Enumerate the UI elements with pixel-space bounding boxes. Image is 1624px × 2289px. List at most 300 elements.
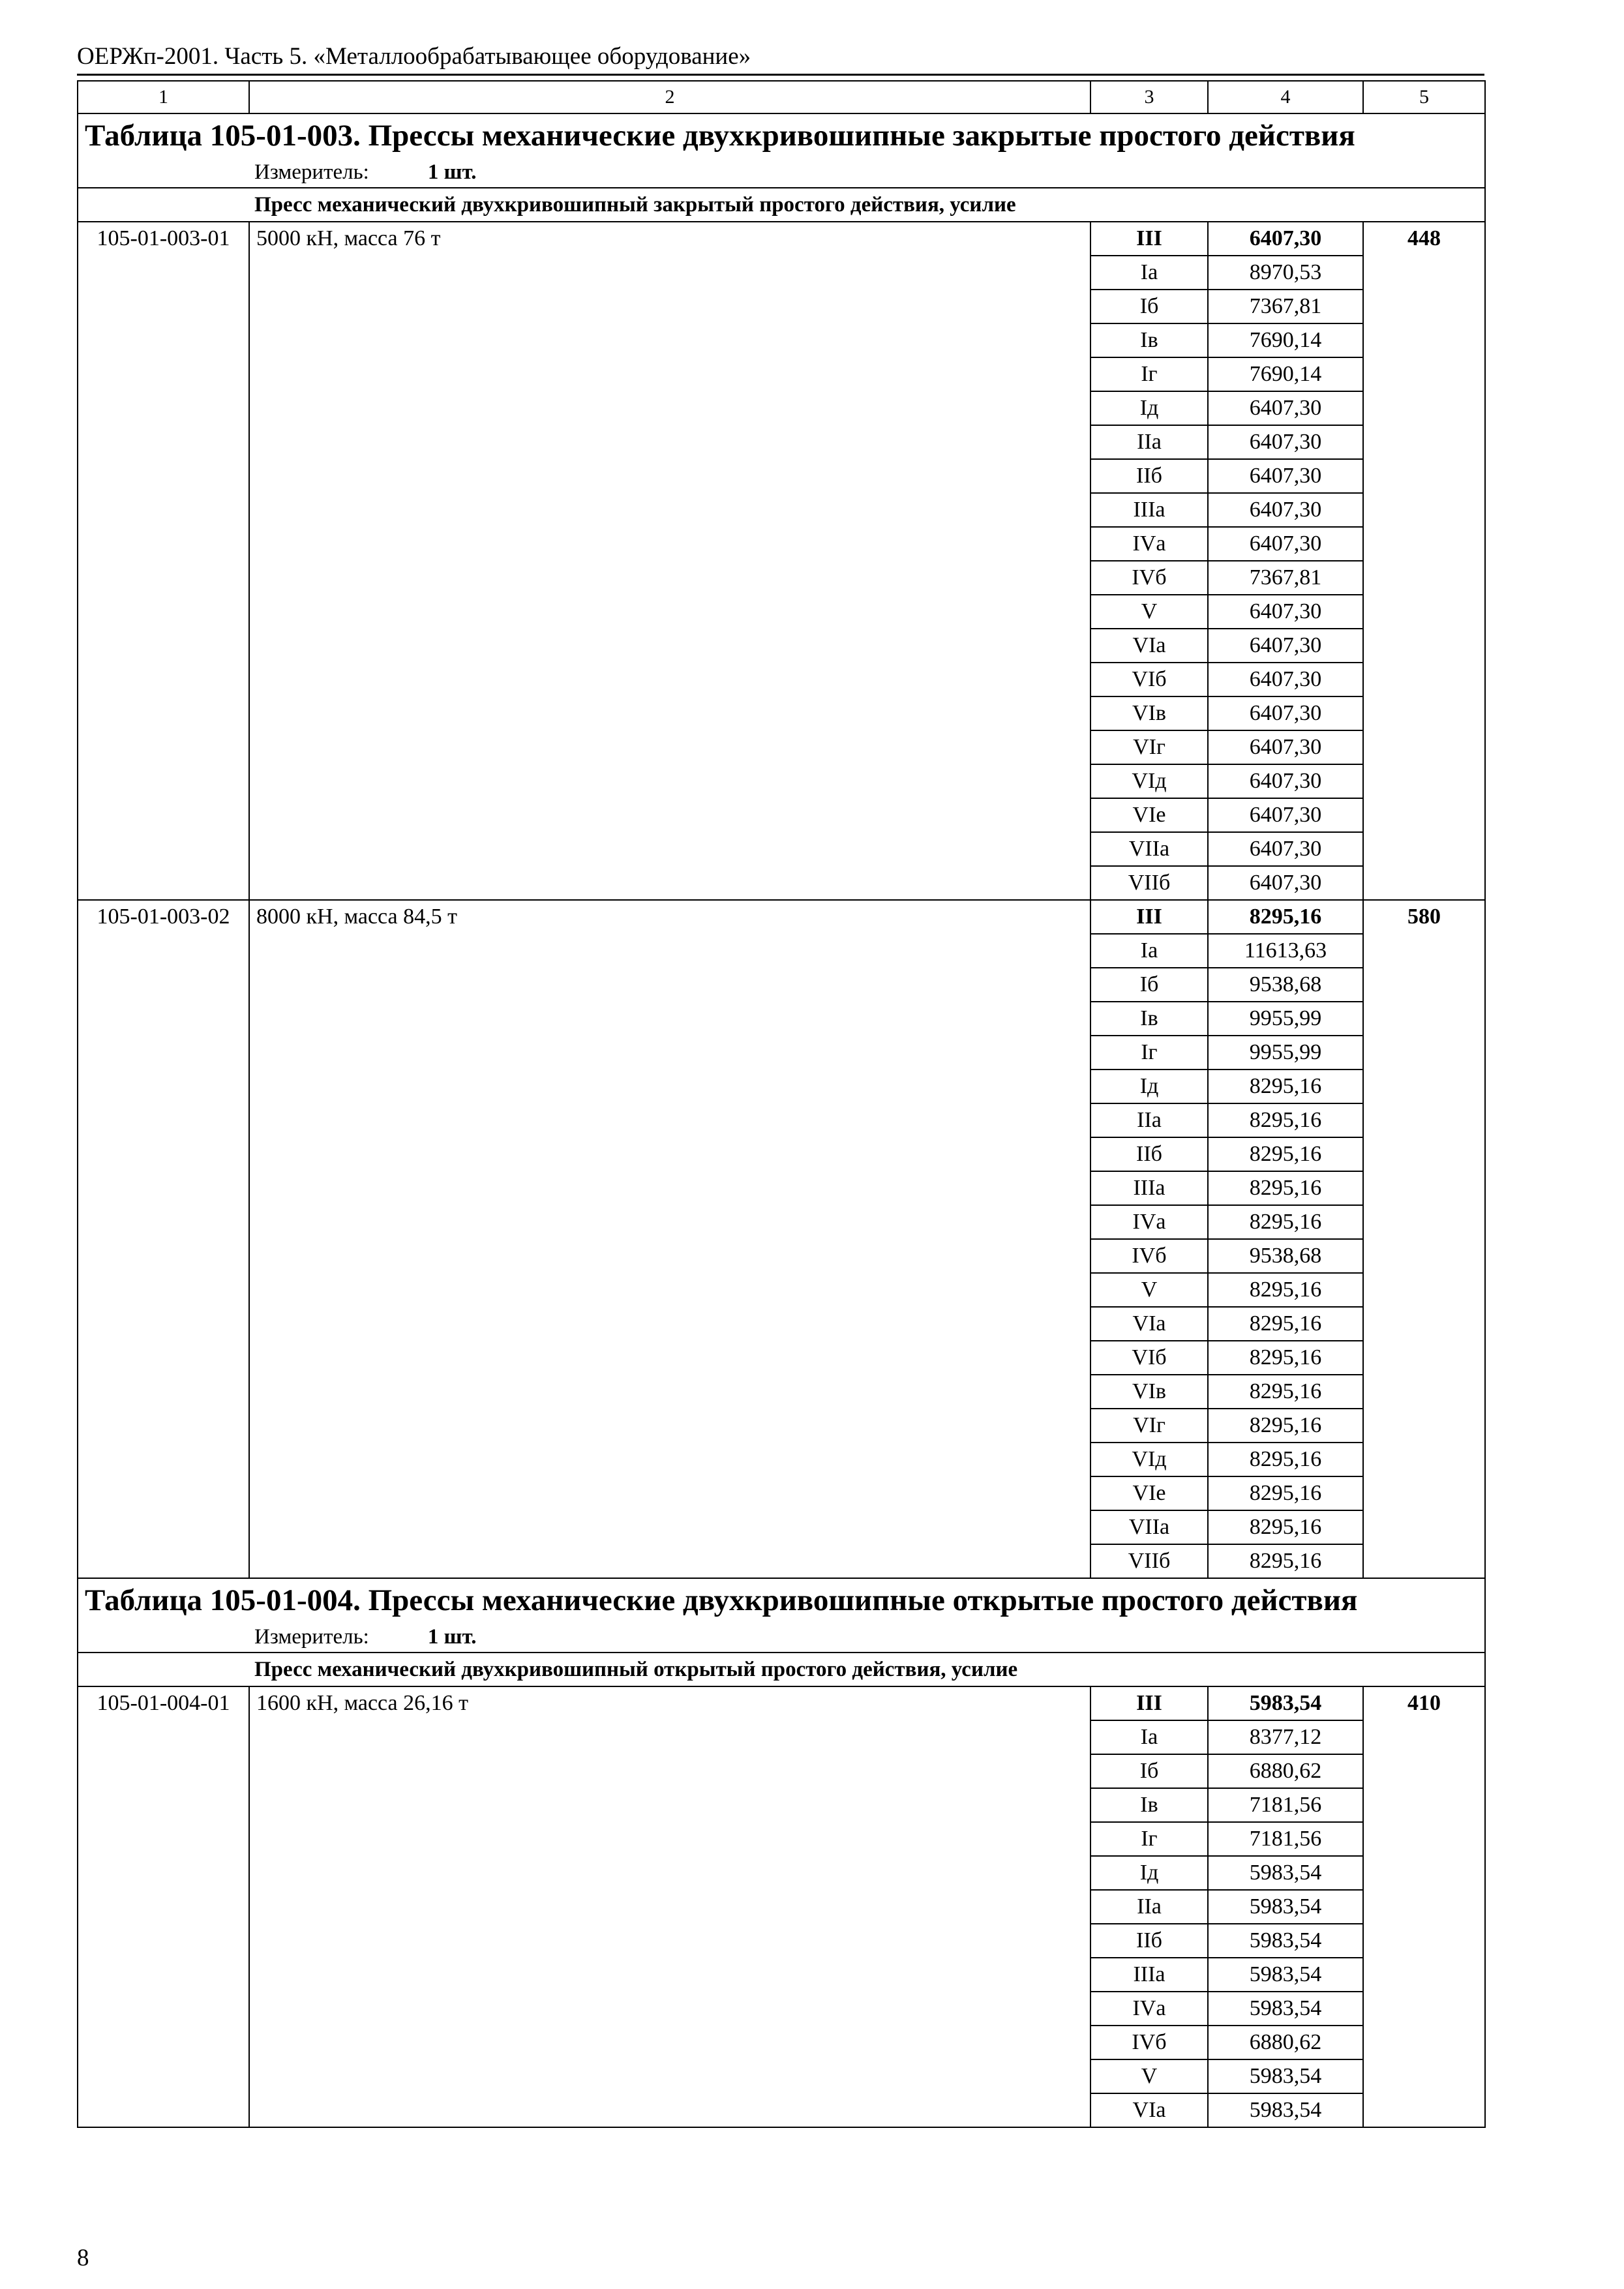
table-row	[78, 1036, 1485, 1070]
price-value: 8295,16	[1208, 1171, 1363, 1205]
labor-empty	[1363, 1992, 1485, 2026]
position-code-empty	[78, 1720, 249, 1754]
labor-empty	[1363, 798, 1485, 832]
price-value: 6407,30	[1208, 663, 1363, 696]
price-value: 8295,16	[1208, 1103, 1363, 1137]
price-value: 6880,62	[1208, 2026, 1363, 2059]
position-code-empty	[78, 561, 249, 595]
labor-empty	[1363, 1002, 1485, 1036]
position-code-empty	[78, 934, 249, 968]
position-code-empty	[78, 1273, 249, 1307]
table-row	[78, 290, 1485, 323]
table-row	[78, 1375, 1485, 1409]
table-row	[78, 2026, 1485, 2059]
table-row	[78, 561, 1485, 595]
measure-label: Измеритель:	[254, 160, 369, 184]
region-code: Iв	[1090, 1788, 1208, 1822]
position-code: 105-01-004-01	[78, 1686, 249, 1720]
position-description-empty	[249, 1137, 1090, 1171]
region-code: Iд	[1090, 391, 1208, 425]
position-code-empty	[78, 1788, 249, 1822]
region-code: IIа	[1090, 425, 1208, 459]
position-code-empty	[78, 290, 249, 323]
labor-empty	[1363, 1856, 1485, 1890]
table-row	[78, 1205, 1485, 1239]
position-code-empty	[78, 798, 249, 832]
price-value: 6407,30	[1208, 696, 1363, 730]
position-description-empty	[249, 1341, 1090, 1375]
position-description-empty	[249, 1788, 1090, 1822]
position-description-empty	[249, 1476, 1090, 1510]
table-row	[78, 459, 1485, 493]
price-value: 8295,16	[1208, 1544, 1363, 1578]
position-code-empty	[78, 1239, 249, 1273]
labor-empty	[1363, 832, 1485, 866]
region-code: IIIа	[1090, 493, 1208, 527]
position-description-empty	[249, 425, 1090, 459]
position-code-empty	[78, 832, 249, 866]
region-code: Iд	[1090, 1070, 1208, 1103]
table-row	[78, 2059, 1485, 2093]
region-code: IVа	[1090, 1992, 1208, 2026]
position-code-empty	[78, 527, 249, 561]
table-row	[78, 832, 1485, 866]
labor-empty	[1363, 527, 1485, 561]
position-description-empty	[249, 2026, 1090, 2059]
position-description-empty	[249, 832, 1090, 866]
price-value: 8295,16	[1208, 1070, 1363, 1103]
position-description-empty	[249, 968, 1090, 1002]
region-code: Iг	[1090, 1036, 1208, 1070]
position-description-empty	[249, 1375, 1090, 1409]
position-description-empty	[249, 290, 1090, 323]
table-subtitle: Пресс механический двухкривошипный открытый простого действия, усилие	[78, 1653, 1485, 1686]
labor-empty	[1363, 1103, 1485, 1137]
position-description-empty	[249, 1958, 1090, 1992]
position-description-empty	[249, 764, 1090, 798]
position-description-empty	[249, 1103, 1090, 1137]
price-value: 6407,30	[1208, 832, 1363, 866]
position-code-empty	[78, 2059, 249, 2093]
table-row	[78, 1788, 1485, 1822]
position-code-empty	[78, 1341, 249, 1375]
price-value: 6407,30	[1208, 730, 1363, 764]
position-description-empty	[249, 1307, 1090, 1341]
measure-cell	[78, 157, 1485, 188]
position-code-empty	[78, 730, 249, 764]
price-value: 5983,54	[1208, 2059, 1363, 2093]
labor-empty	[1363, 1137, 1485, 1171]
position-code-empty	[78, 1137, 249, 1171]
table-row	[78, 1307, 1485, 1341]
table-row	[78, 2093, 1485, 2127]
labor-empty	[1363, 1205, 1485, 1239]
price-value: 6407,30	[1208, 391, 1363, 425]
measure-cell	[78, 1622, 1485, 1653]
labor-empty	[1363, 934, 1485, 968]
position-code-empty	[78, 493, 249, 527]
region-code: Iа	[1090, 256, 1208, 290]
region-code: VIа	[1090, 629, 1208, 663]
price-value: 6407,30	[1208, 527, 1363, 561]
price-value: 5983,54	[1208, 1686, 1363, 1720]
labor-empty	[1363, 425, 1485, 459]
region-code: VIа	[1090, 1307, 1208, 1341]
table-row	[78, 1171, 1485, 1205]
labor-empty	[1363, 391, 1485, 425]
position-description-empty	[249, 1720, 1090, 1754]
table-row	[78, 1137, 1485, 1171]
position-description-empty	[249, 1443, 1090, 1476]
region-code: IVа	[1090, 527, 1208, 561]
position-description-empty	[249, 696, 1090, 730]
table-row	[78, 1510, 1485, 1544]
price-value: 7367,81	[1208, 290, 1363, 323]
labor-empty	[1363, 1754, 1485, 1788]
price-value: 8295,16	[1208, 1443, 1363, 1476]
table-row	[78, 968, 1485, 1002]
position-code-empty	[78, 1443, 249, 1476]
position-description-empty	[249, 357, 1090, 391]
labor-empty	[1363, 256, 1485, 290]
table-row	[78, 222, 1485, 256]
measure-row	[78, 157, 1485, 188]
position-description-empty	[249, 1924, 1090, 1958]
table-row	[78, 425, 1485, 459]
price-value: 5983,54	[1208, 1958, 1363, 1992]
region-code: IIа	[1090, 1890, 1208, 1924]
column-number: 3	[1090, 81, 1208, 113]
region-code: Iб	[1090, 1754, 1208, 1788]
labor-empty	[1363, 764, 1485, 798]
position-code-empty	[78, 595, 249, 629]
labor-empty	[1363, 595, 1485, 629]
position-code-empty	[78, 357, 249, 391]
table-row	[78, 798, 1485, 832]
price-value: 9955,99	[1208, 1036, 1363, 1070]
position-description: 8000 кН, масса 84,5 т	[249, 900, 1090, 934]
price-value: 6407,30	[1208, 493, 1363, 527]
table-row	[78, 1958, 1485, 1992]
labor-empty	[1363, 1720, 1485, 1754]
table-row	[78, 1544, 1485, 1578]
position-code-empty	[78, 2093, 249, 2127]
table-row	[78, 527, 1485, 561]
position-description-empty	[249, 1992, 1090, 2026]
position-description-empty	[249, 527, 1090, 561]
labor-empty	[1363, 1890, 1485, 1924]
position-description-empty	[249, 798, 1090, 832]
position-description-empty	[249, 1822, 1090, 1856]
column-number: 5	[1363, 81, 1485, 113]
table-title: Таблица 105-01-004. Прессы механические двухкривошипные открытые простого действия	[78, 1578, 1485, 1622]
region-code: Iв	[1090, 1002, 1208, 1036]
price-value: 8295,16	[1208, 1409, 1363, 1443]
region-code: IIа	[1090, 1103, 1208, 1137]
region-code: VIIб	[1090, 866, 1208, 900]
price-value: 7690,14	[1208, 323, 1363, 357]
region-code: Iг	[1090, 1822, 1208, 1856]
price-value: 7181,56	[1208, 1822, 1363, 1856]
region-code: V	[1090, 2059, 1208, 2093]
region-code: Iг	[1090, 357, 1208, 391]
table-row	[78, 663, 1485, 696]
table-row	[78, 900, 1485, 934]
position-code-empty	[78, 1992, 249, 2026]
table-row	[78, 1002, 1485, 1036]
labor-empty	[1363, 1171, 1485, 1205]
position-description-empty	[249, 391, 1090, 425]
region-code: VIд	[1090, 1443, 1208, 1476]
price-value: 7367,81	[1208, 561, 1363, 595]
position-description-empty	[249, 663, 1090, 696]
table-row	[78, 730, 1485, 764]
measure-value: 1 шт.	[427, 160, 477, 184]
header-rule	[77, 74, 1484, 76]
position-description-empty	[249, 1036, 1090, 1070]
table-row	[78, 1822, 1485, 1856]
region-code: III	[1090, 222, 1208, 256]
position-code-empty	[78, 459, 249, 493]
table-row	[78, 1239, 1485, 1273]
region-code: V	[1090, 595, 1208, 629]
position-code-empty	[78, 1171, 249, 1205]
position-description-empty	[249, 1890, 1090, 1924]
position-description-empty	[249, 1070, 1090, 1103]
price-value: 6407,30	[1208, 629, 1363, 663]
region-code: III	[1090, 900, 1208, 934]
column-number: 1	[78, 81, 249, 113]
price-value: 8295,16	[1208, 900, 1363, 934]
position-description-empty	[249, 934, 1090, 968]
table-subtitle-row	[78, 188, 1485, 222]
price-value: 5983,54	[1208, 1924, 1363, 1958]
region-code: VIе	[1090, 798, 1208, 832]
region-code: IIб	[1090, 1924, 1208, 1958]
position-code-empty	[78, 663, 249, 696]
position-code-empty	[78, 1510, 249, 1544]
position-code-empty	[78, 1002, 249, 1036]
position-code: 105-01-003-02	[78, 900, 249, 934]
price-table-body	[78, 81, 1485, 2127]
region-code: IVб	[1090, 2026, 1208, 2059]
price-table	[77, 80, 1486, 2128]
position-code-empty	[78, 1036, 249, 1070]
position-code-empty	[78, 1205, 249, 1239]
labor-empty	[1363, 1307, 1485, 1341]
labor-empty	[1363, 290, 1485, 323]
table-row	[78, 1341, 1485, 1375]
region-code: IIIа	[1090, 1171, 1208, 1205]
position-description-empty	[249, 730, 1090, 764]
price-value: 8295,16	[1208, 1273, 1363, 1307]
position-code-empty	[78, 696, 249, 730]
table-row	[78, 357, 1485, 391]
table-row	[78, 493, 1485, 527]
position-description-empty	[249, 1510, 1090, 1544]
labor-empty	[1363, 1070, 1485, 1103]
measure-row	[78, 1622, 1485, 1653]
labor-empty	[1363, 357, 1485, 391]
position-code-empty	[78, 256, 249, 290]
position-code-empty	[78, 1307, 249, 1341]
region-code: VIб	[1090, 663, 1208, 696]
position-code-empty	[78, 1544, 249, 1578]
position-code-empty	[78, 1856, 249, 1890]
labor-empty	[1363, 730, 1485, 764]
position-code-empty	[78, 1409, 249, 1443]
document-header: ОЕРЖп-2001. Часть 5. «Металлообрабатывающее оборудование»	[77, 43, 751, 70]
table-subtitle-row	[78, 1653, 1485, 1686]
region-code: Iб	[1090, 290, 1208, 323]
region-code: IVб	[1090, 1239, 1208, 1273]
region-code: V	[1090, 1273, 1208, 1307]
labor-empty	[1363, 866, 1485, 900]
price-value: 8295,16	[1208, 1476, 1363, 1510]
position-code-empty	[78, 1070, 249, 1103]
position-code-empty	[78, 1375, 249, 1409]
region-code: IIб	[1090, 1137, 1208, 1171]
position-description-empty	[249, 629, 1090, 663]
position-description-empty	[249, 493, 1090, 527]
table-subtitle: Пресс механический двухкривошипный закрытый простого действия, усилие	[78, 188, 1485, 222]
price-value: 8295,16	[1208, 1137, 1363, 1171]
region-code: Iд	[1090, 1856, 1208, 1890]
price-value: 7690,14	[1208, 357, 1363, 391]
table-row	[78, 1070, 1485, 1103]
region-code: IIIа	[1090, 1958, 1208, 1992]
position-description-empty	[249, 323, 1090, 357]
page-number: 8	[77, 2245, 89, 2271]
position-code-empty	[78, 1476, 249, 1510]
region-code: Iа	[1090, 1720, 1208, 1754]
region-code: VIд	[1090, 764, 1208, 798]
price-value: 8970,53	[1208, 256, 1363, 290]
table-row	[78, 934, 1485, 968]
position-description-empty	[249, 561, 1090, 595]
price-value: 8295,16	[1208, 1510, 1363, 1544]
table-row	[78, 1856, 1485, 1890]
labor-empty	[1363, 2059, 1485, 2093]
table-row	[78, 1720, 1485, 1754]
region-code: Iв	[1090, 323, 1208, 357]
table-row	[78, 1890, 1485, 1924]
table-row	[78, 1754, 1485, 1788]
position-description-empty	[249, 1171, 1090, 1205]
labor-empty	[1363, 1036, 1485, 1070]
price-value: 6407,30	[1208, 222, 1363, 256]
region-code: VIа	[1090, 2093, 1208, 2127]
price-value: 9955,99	[1208, 1002, 1363, 1036]
region-code: VIв	[1090, 1375, 1208, 1409]
table-row	[78, 1443, 1485, 1476]
price-value: 8295,16	[1208, 1205, 1363, 1239]
labor-empty	[1363, 1510, 1485, 1544]
region-code: VIг	[1090, 730, 1208, 764]
table-row	[78, 696, 1485, 730]
table-row	[78, 1476, 1485, 1510]
region-code: Iа	[1090, 934, 1208, 968]
labor-empty	[1363, 561, 1485, 595]
labor-empty	[1363, 1476, 1485, 1510]
labor-empty	[1363, 493, 1485, 527]
price-value: 9538,68	[1208, 968, 1363, 1002]
position-description-empty	[249, 1205, 1090, 1239]
labor-empty	[1363, 1341, 1485, 1375]
position-description-empty	[249, 2059, 1090, 2093]
region-code: VIIа	[1090, 1510, 1208, 1544]
position-code-empty	[78, 1754, 249, 1788]
position-description-empty	[249, 1002, 1090, 1036]
labor-empty	[1363, 1788, 1485, 1822]
table-title: Таблица 105-01-003. Прессы механические двухкривошипные закрытые простого действия	[78, 113, 1485, 157]
labor-empty	[1363, 663, 1485, 696]
position-code-empty	[78, 391, 249, 425]
position-code-empty	[78, 425, 249, 459]
region-code: VIIб	[1090, 1544, 1208, 1578]
position-description-empty	[249, 866, 1090, 900]
price-value: 8377,12	[1208, 1720, 1363, 1754]
labor-empty	[1363, 696, 1485, 730]
position-code-empty	[78, 1103, 249, 1137]
table-row	[78, 1992, 1485, 2026]
price-value: 5983,54	[1208, 1890, 1363, 1924]
region-code: Iб	[1090, 968, 1208, 1002]
labor-value: 410	[1363, 1686, 1485, 1720]
labor-empty	[1363, 1924, 1485, 1958]
position-description: 5000 кН, масса 76 т	[249, 222, 1090, 256]
labor-empty	[1363, 1375, 1485, 1409]
position-code-empty	[78, 1958, 249, 1992]
table-row	[78, 1924, 1485, 1958]
price-value: 8295,16	[1208, 1307, 1363, 1341]
region-code: IIб	[1090, 459, 1208, 493]
labor-empty	[1363, 1239, 1485, 1273]
price-value: 8295,16	[1208, 1375, 1363, 1409]
price-value: 7181,56	[1208, 1788, 1363, 1822]
table-row	[78, 256, 1485, 290]
region-code: IVб	[1090, 561, 1208, 595]
column-number: 4	[1208, 81, 1363, 113]
labor-empty	[1363, 1544, 1485, 1578]
column-number-row	[78, 81, 1485, 113]
labor-empty	[1363, 1958, 1485, 1992]
labor-empty	[1363, 2026, 1485, 2059]
position-description-empty	[249, 1856, 1090, 1890]
region-code: VIIа	[1090, 832, 1208, 866]
position-code-empty	[78, 2026, 249, 2059]
labor-value: 448	[1363, 222, 1485, 256]
price-value: 6407,30	[1208, 595, 1363, 629]
labor-empty	[1363, 629, 1485, 663]
labor-empty	[1363, 1443, 1485, 1476]
region-code: VIг	[1090, 1409, 1208, 1443]
table-row	[78, 1273, 1485, 1307]
region-code: III	[1090, 1686, 1208, 1720]
position-description: 1600 кН, масса 26,16 т	[249, 1686, 1090, 1720]
measure-label: Измеритель:	[254, 1625, 369, 1649]
table-row	[78, 764, 1485, 798]
position-code-empty	[78, 1890, 249, 1924]
price-value: 6407,30	[1208, 459, 1363, 493]
position-description-empty	[249, 459, 1090, 493]
price-value: 6407,30	[1208, 866, 1363, 900]
table-row	[78, 1409, 1485, 1443]
position-code: 105-01-003-01	[78, 222, 249, 256]
position-code-empty	[78, 866, 249, 900]
labor-empty	[1363, 1273, 1485, 1307]
region-code: VIе	[1090, 1476, 1208, 1510]
